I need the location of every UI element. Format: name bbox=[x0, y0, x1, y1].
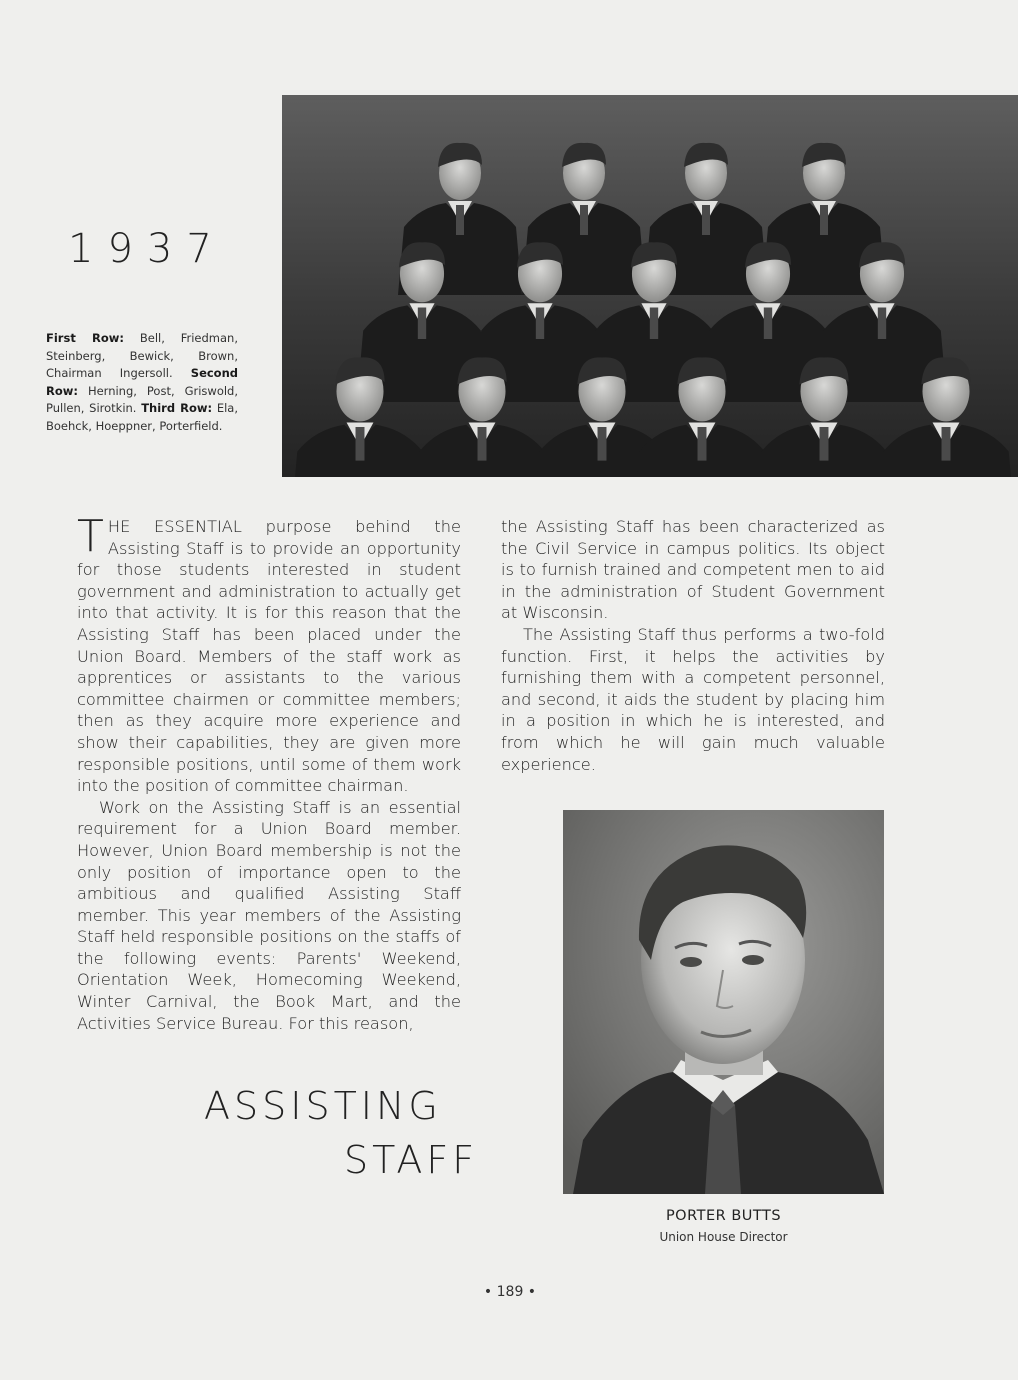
section-title-line-2: STAFF bbox=[344, 1138, 479, 1182]
group-photo-caption bbox=[46, 330, 238, 435]
year-heading: 1937 bbox=[68, 226, 226, 272]
article-paragraph: the Assisting Staff has been characterized as the Civil Service in campus politics. Its object is to furnish trained and competent men to aid in the administration of Student Government at Wisconsin. bbox=[501, 517, 885, 623]
article-paragraph-text: HE ESSENTIAL purpose behind the Assisting Staff is to provide an opportunity for those students interested in student government and administration to actually get into that activity. It is for this reason that the Assisting Staff has been placed under the Union Board. Members of the staff work as apprentices or assistants to the various committee chairmen or committee members; then as they acquire more experience and show their capabilities, they are given more responsible positions, until some of them work into the position of committee chairman. bbox=[77, 517, 461, 796]
group-photo-image bbox=[282, 95, 1018, 477]
article-column-right bbox=[501, 516, 885, 775]
third-row-names: Ela, Boehck, Hoeppner, Porterfield. bbox=[46, 401, 238, 433]
portrait-role: Union House Director bbox=[659, 1230, 788, 1244]
drop-cap: T bbox=[77, 511, 104, 562]
group-photo bbox=[282, 95, 1018, 477]
page-number: • 189 • bbox=[483, 1284, 537, 1300]
article-paragraph: The Assisting Staff thus performs a two-fold function. First, it helps the activities by furnishing them with a competent personnel, and second, it aids the student by placing him in a position in which he is interested, and from which he will gain much valuable experience. bbox=[501, 624, 885, 774]
second-row-names: Herning, Post, Griswold, Pullen, Sirotkin. bbox=[46, 383, 238, 415]
portrait-image bbox=[563, 810, 884, 1194]
portrait-name: PORTER BUTTS bbox=[665, 1208, 782, 1224]
portrait-photo bbox=[563, 810, 884, 1194]
article-paragraph: Work on the Assisting Staff is an essential requirement for a Union Board member. However, Union Board membership is not the only position of importance open to the ambitious and qualified Assisting Staff member. This year members of the Assisting Staff held responsible positions on the staffs of the following events: Parents' Weekend, Orientation Week, Homecoming Weekend, Winter Carnival, the Book Mart, and the Activities Service Bureau. For this reason, bbox=[77, 797, 461, 1033]
first-row-label: First Row: bbox=[46, 331, 124, 345]
section-title-line-1: ASSISTING bbox=[204, 1084, 442, 1128]
article-paragraph bbox=[77, 511, 461, 797]
second-row-label: Second Row: bbox=[46, 366, 238, 398]
article-column-left bbox=[77, 511, 461, 1034]
first-row-names: Bell, Friedman, Steinberg, Bewick, Brown, Chairman Ingersoll. bbox=[46, 331, 238, 380]
third-row-label: Third Row: bbox=[141, 401, 213, 415]
